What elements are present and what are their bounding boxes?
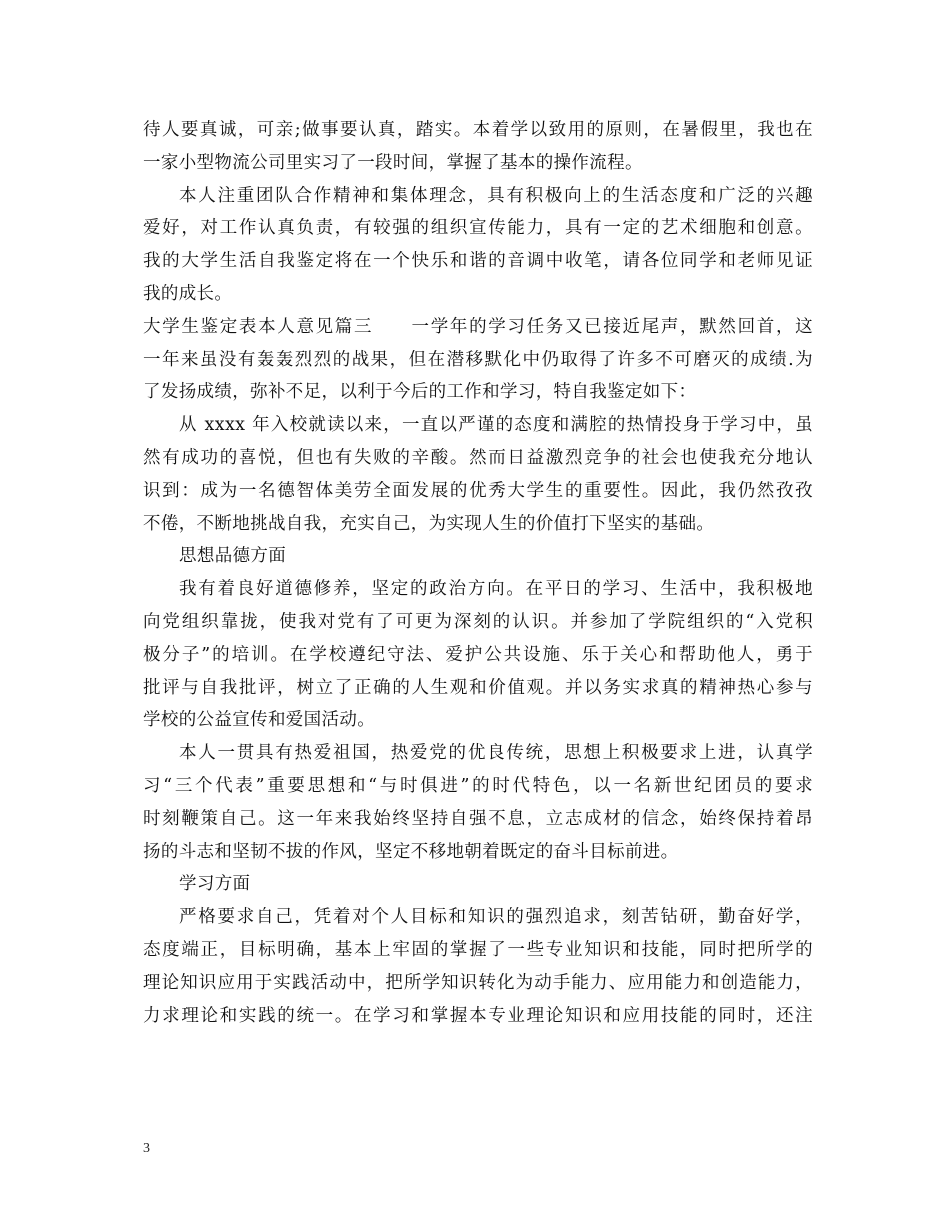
text-line: 爱好，对工作认真负责，有较强的组织宣传能力，具有一定的艺术细胞和创意。 [143,218,813,239]
text-line: 极分子”的培训。在学校遵纪守法、爱护公共设施、乐于关心和帮助他人，勇于 [143,644,813,665]
section-heading: 思想品德方面 [179,546,287,567]
text-line: 习“三个代表”重要思想和“与时俱进”的时代特色，以一名新世纪团员的要求 [143,775,813,796]
text-line: 学校的公益宣传和爱国活动。 [143,710,376,731]
text-line: 我的成长。 [143,283,233,304]
text-line: 一家小型物流公司里实习了一段时间，掌握了基本的操作流程。 [143,152,643,173]
text-line: 本人一贯具有热爱祖国，热爱党的优良传统，思想上积极要求上进，认真学 [179,743,813,764]
text-line: 大学生鉴定表本人意见篇三 一学年的学习任务又已接近尾声，默然回首，这 [143,316,813,337]
text-line: 时刻鞭策自己。这一年来我始终坚持自强不息，立志成材的信念，始终保持着昂 [143,808,813,829]
text-line: 不倦，不断地挑战自我，充实自己，为实现人生的价值打下坚实的基础。 [143,513,715,534]
text-line: 我有着良好道德修养，坚定的政治方向。在平日的学习、生活中，我积极地 [179,579,813,600]
text-line: 理论知识应用于实践活动中，把所学知识转化为动手能力、应用能力和创造能力， [143,972,813,993]
page-number: 3 [143,1141,150,1156]
text-line: 然有成功的喜悦，但也有失败的辛酸。然而日益激烈竞争的社会也使我充分地认 [143,447,813,468]
text-line: 扬的斗志和坚韧不拔的作风，坚定不移地朝着既定的奋斗目标前进。 [143,841,679,862]
text-line: 本人注重团队合作精神和集体理念，具有积极向上的生活态度和广泛的兴趣 [179,185,813,206]
text-line: 向党组织靠拢，使我对党有了可更为深刻的认识。并参加了学院组织的“入党积 [143,611,813,632]
section-heading: 学习方面 [179,874,251,895]
text-line: 一年来虽没有轰轰烈烈的战果，但在潜移默化中仍取得了许多不可磨灭的成绩.为 [143,349,813,370]
text-line: 批评与自我批评，树立了正确的人生观和价值观。并以务实求真的精神热心参与 [143,677,813,698]
text-line: 识到：成为一名德智体美劳全面发展的优秀大学生的重要性。因此，我仍然孜孜 [143,480,813,501]
text-line: 我的大学生活自我鉴定将在一个快乐和谐的音调中收笔，请各位同学和老师见证 [143,251,813,272]
text-line: 从 xxxx 年入校就读以来，一直以严谨的态度和满腔的热情投身于学习中，虽 [179,415,813,436]
text-line: 态度端正，目标明确，基本上牢固的掌握了一些专业知识和技能，同时把所学的 [143,939,813,960]
text-line: 严格要求自己，凭着对个人目标和知识的强烈追求，刻苦钻研，勤奋好学， [179,907,813,928]
text-line: 待人要真诚，可亲;做事要认真，踏实。本着学以致用的原则，在暑假里，我也在 [143,120,813,140]
text-line: 力求理论和实践的统一。在学习和掌握本专业理论知识和应用技能的同时，还注 [143,1005,813,1026]
body-text [143,114,813,1032]
text-line: 了发扬成绩，弥补不足，以利于今后的工作和学习，特自我鉴定如下： [143,382,697,403]
